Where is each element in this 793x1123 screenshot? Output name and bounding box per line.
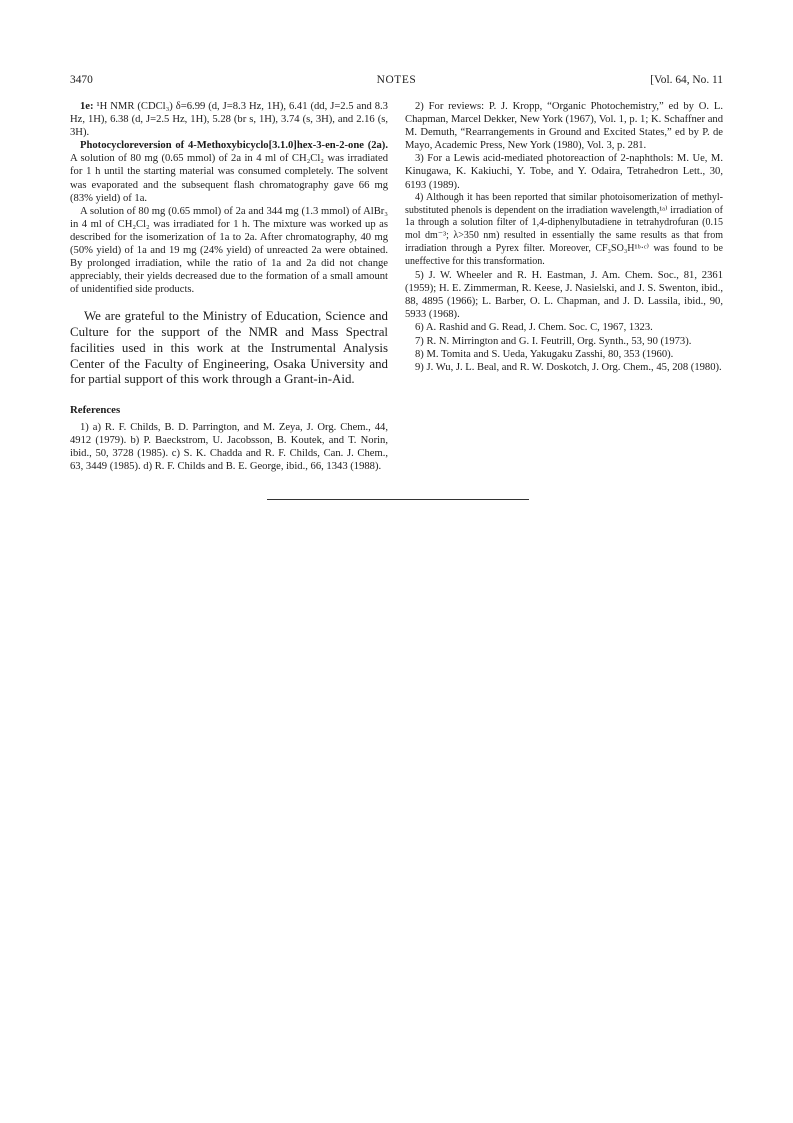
running-header xyxy=(70,73,723,87)
reference-item-1: 1) a) R. F. Childs, B. D. Parrington, and M. Zeya, J. Org. Chem., 44, 4912 (1979). b) P. Baeckstrom, U. Jacobsson, B. Koutek, and T. Norin, ibid., 50, 3728 (1985). c) S. K. Chadda and R. F. Childs, Can. J. Chem., 63, 3449 (1985). d) R. F. Childs and B. E. George, ibid., 66, 1343 (1988). xyxy=(70,421,388,473)
section-title: NOTES xyxy=(376,74,417,86)
reference-item-3: 3) For a Lewis acid-mediated photoreaction of 2-naphthols: M. Ue, M. Kinugawa, K. Kakiuchi, Y. Tobe, and Y. Odaira, Tetrahedron Lett., 30, 6193 (1989). xyxy=(405,153,723,191)
reference-item-8: 8) M. Tomita and S. Ueda, Yakugaku Zasshi, 80, 353 (1960). xyxy=(415,348,674,360)
compound-1e-paragraph xyxy=(70,100,388,139)
reference-item-6: 6) A. Rashid and G. Read, J. Chem. Soc. C, 1967, 1323. xyxy=(415,322,653,334)
acknowledgment-paragraph: We are grateful to the Ministry of Education, Science and Culture for the support of the NMR and Mass Spectral facilities used in this work at the Instrumental Analysis Center of the Faculty of Engineering, Osaka University and for partial support of this work through a Grant-in-Aid. xyxy=(70,309,388,387)
compound-1e-label: 1e: xyxy=(80,101,94,112)
right-column xyxy=(405,100,723,374)
photocycloreversion-heading: Photocycloreversion of 4-Methoxybicyclo[3.1.0]hex-3-en-2-one (2a). xyxy=(80,140,388,152)
references-heading: References xyxy=(70,403,121,416)
references-list-right xyxy=(405,100,723,374)
references-list-left xyxy=(70,421,388,473)
end-of-article-rule xyxy=(267,499,529,500)
left-column xyxy=(70,100,388,473)
compound-1e-nmr-text: ¹H NMR (CDCl₃) δ=6.99 (d, J=8.3 Hz, 1H), 6.41 (dd, J=2.5 and 8.3 Hz, 1H), 6.38 (d, J=2.5 Hz, 1H), 5.28 (br s, 1H), 3.74 (s, 3H), and 2.16 (s, 3H). xyxy=(70,101,388,139)
reference-item-4: 4) Although it has been reported that similar photoisomerization of methyl-substituted phenols is dependent on the irradiation wavelength,¹ᵃ⁾ irradiation of 1a through a solution filter of 1,4-diphenylbutadiene in tetrahydrofuran (0.15 mol dm⁻³; λ>350 nm) resulted in essentially the same results as that from irradiation through a Pyrex filter. Moreover, CF₃SO₃H¹ᵇ·ᶜ⁾ was found to be uneffective for this transformation. xyxy=(405,191,723,268)
photocycloreversion-text: A solution of 80 mg (0.65 mmol) of 2a in 4 ml of CH₂Cl₂ was irradiated for 1 h until the starting material was consumed completely. The solvent was evaporated and the subsequent flash chromatography gave 66 mg (83% yield) of 1a. xyxy=(70,153,388,204)
reference-item-5: 5) J. W. Wheeler and R. H. Eastman, J. Am. Chem. Soc., 81, 2361 (1959); H. E. Zimmerman, R. Keese, J. Nasielski, and J. S. Swenton, ibid., 88, 4895 (1966); L. Barber, O. L. Chapman, and J. D. Lassila, ibid., 90, 5933 (1968). xyxy=(405,270,723,321)
photocycloreversion-paragraph xyxy=(70,139,388,204)
albr3-paragraph: A solution of 80 mg (0.65 mmol) of 2a and 344 mg (1.3 mmol) of AlBr₃ in 4 ml of CH₂Cl₂ was irradiated for 1 h. The mixture was worked up as described for the isomerization of 1a to 2a. After chromatography, 40 mg (50% yield) of 1a and 19 mg (24% yield) of unreacted 2a were obtained. By prolonged irradiation, while the ratio of 1a and 2a did not change appreciably, their yields decreased due to the formation of a small amount of unidentified side products. xyxy=(70,205,388,296)
page-number: 3470 xyxy=(70,74,93,86)
reference-item-9: 9) J. Wu, J. L. Beal, and R. W. Doskotch, J. Org. Chem., 45, 208 (1980). xyxy=(415,361,722,373)
reference-item-7: 7) R. N. Mirrington and G. I. Feutrill, Org. Synth., 53, 90 (1973). xyxy=(415,335,692,347)
reference-item-2: 2) For reviews: P. J. Kropp, “Organic Photochemistry,” ed by O. L. Chapman, Marcel Dekker, New York (1967), Vol. 1, p. 1; K. Schaffner and M. Demuth, “Rearrangements in Ground and Excited States,” ed by P. de Mayo, Academic Press, New York (1980), Vol. 3, p. 281. xyxy=(405,101,723,152)
volume-info: [Vol. 64, No. 11 xyxy=(650,74,723,86)
experimental-section xyxy=(70,100,388,296)
